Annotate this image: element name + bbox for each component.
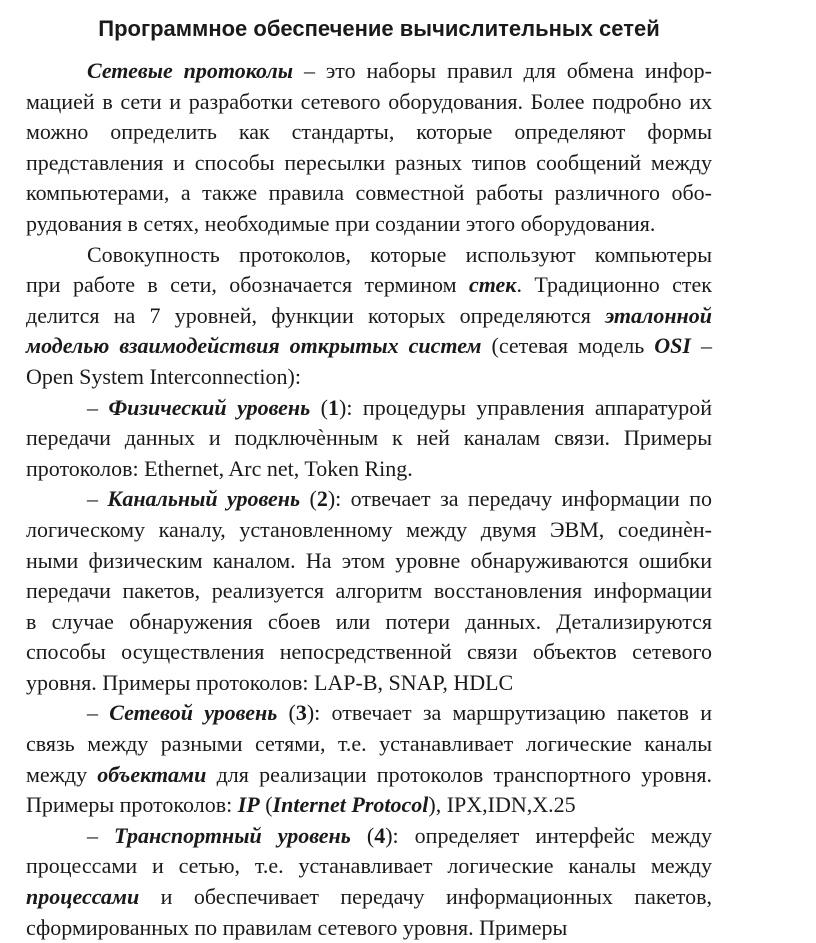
text-run: – (87, 486, 108, 512)
text-run: . Традиционно стек (516, 272, 712, 298)
text-run: ( (300, 486, 317, 512)
text-run: ными физическим каналом. На этом уровне обнаруживаются ошибки (26, 547, 712, 573)
text-run: ( (350, 822, 375, 848)
text-run: – (87, 394, 109, 420)
term-emphasis: Транспортный уровень (114, 822, 351, 848)
text-line (26, 362, 712, 393)
text-line (24, 393, 712, 424)
text-run: – (87, 700, 110, 726)
text-run: можно определить как стандарты, которые определяют формы (26, 119, 712, 145)
text-line (24, 56, 712, 87)
text-run: компьютерами, а также правила совместной работы различного обо- (26, 180, 712, 206)
term-emphasis: Сетевой уровень (109, 700, 278, 726)
text-run: уровня. Примеры протоколов: LAP-B, SNAP, HDLC (26, 669, 514, 695)
text-run: сформированных по правилам сетевого уровня. Примеры (26, 914, 568, 940)
term-emphasis: Сетевые протоколы (87, 58, 294, 83)
text-run: связь между разными сетями, т.е. устанавливает логические каналы (26, 731, 712, 757)
text-line (26, 546, 712, 577)
text-run: – это наборы правил для обмена инфор- (293, 58, 712, 83)
text-run: логическому каналу, установленному между двумя ЭВМ, соединѐн- (26, 516, 712, 542)
term-emphasis: Канальный уровень (107, 486, 301, 512)
text-line (26, 515, 712, 546)
text-run: ( (259, 792, 273, 818)
level-number: 2 (316, 486, 328, 512)
level-number: 4 (374, 822, 386, 848)
text-line (24, 698, 712, 729)
text-line (24, 240, 712, 271)
text-run: – (690, 333, 712, 359)
term-emphasis: IP (237, 792, 260, 818)
text-run: процессами и сетью, т.е. устанавливает логические каналы между (26, 853, 712, 879)
text-run: ): отвечает за маршрутизацию пакетов и (306, 700, 713, 726)
term-emphasis: процессами (26, 884, 140, 910)
text-line (26, 607, 712, 638)
text-run: ): отвечает за передачу информации по (327, 486, 712, 512)
text-run: рудования в сетях, необходимые при создании этого оборудования. (26, 210, 656, 236)
text-line (26, 913, 712, 943)
term-emphasis: стек (468, 272, 517, 298)
text-run: ( (277, 700, 296, 726)
text-line (26, 729, 712, 760)
text-line (26, 270, 712, 301)
text-run: между (26, 761, 98, 787)
text-line (26, 454, 712, 485)
text-run: – (87, 822, 115, 848)
term-emphasis: OSI (654, 333, 691, 359)
text-line (24, 484, 712, 515)
text-line (26, 882, 712, 913)
text-run: представления и способы пересылки разных типов сообщений между (26, 149, 712, 175)
text-run: и обеспечивает передачу информационных пакетов, (139, 884, 712, 910)
text-line (26, 637, 712, 668)
text-run: Примеры протоколов: (26, 792, 238, 818)
text-line (26, 209, 712, 240)
level-number: 1 (328, 394, 340, 420)
text-line (26, 117, 712, 148)
text-line (26, 148, 712, 179)
term-emphasis: Физический уровень (108, 394, 311, 420)
text-run: Open System Interconnection): (26, 363, 301, 389)
text-run: делится на 7 уровней, функции которых определяются (26, 302, 606, 328)
text-run: в случае обнаружения сбоев или потери данных. Детализируются (26, 608, 712, 634)
text-line (26, 760, 712, 791)
text-run: при работе в сети, обозначается термином (26, 272, 469, 298)
text-run: мацией в сети и разработки сетевого оборудования. Более подробно их (26, 88, 712, 114)
text-run: передачи пакетов, реализуется алгоритм восстановления информации (26, 578, 712, 604)
text-run: ), IPX,IDN,X.25 (428, 792, 576, 818)
text-line (26, 851, 712, 882)
term-emphasis: Internet Protocol (272, 792, 429, 818)
text-line (26, 87, 712, 118)
page-title: Программное обеспечение вычислительных сетей (98, 16, 660, 41)
term-emphasis: моделью взаимодействия открытых систем (26, 333, 482, 359)
text-line (26, 423, 712, 454)
text-line (26, 576, 712, 607)
text-run: передачи данных и подключѐнным к ней каналам связи. Примеры (26, 425, 712, 451)
text-line (26, 178, 712, 209)
text-run: (сетевая модель (481, 333, 655, 359)
level-number: 3 (295, 700, 307, 726)
text-run: для реализации протоколов транспортного уровня. (206, 761, 712, 787)
text-line (26, 790, 712, 821)
text-run: способы осуществления непосредственной связи объектов сетевого (26, 639, 712, 665)
text-run: ): определяет интерфейс между (385, 822, 713, 848)
text-line (26, 331, 712, 362)
text-line (26, 668, 712, 699)
text-run: ( (310, 394, 329, 420)
text-run: Совокупность протоколов, которые используют компьютеры (87, 241, 712, 267)
text-line (24, 821, 712, 852)
term-emphasis: объектами (97, 761, 207, 787)
text-line (26, 301, 712, 332)
text-run: ): процедуры управления аппаратурой (339, 394, 713, 420)
term-emphasis: эталонной (605, 302, 712, 328)
document-body (26, 56, 712, 943)
text-run: протоколов: Ethernet, Arc net, Token Ring. (26, 455, 413, 481)
